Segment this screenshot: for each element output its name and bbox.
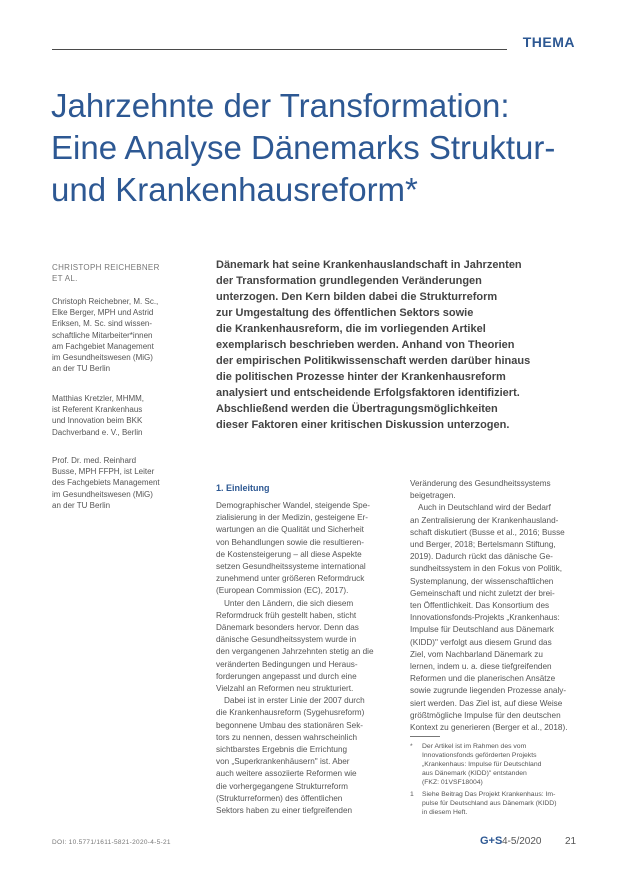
page-number: 21 xyxy=(565,836,577,847)
footnote: * Der Artikel ist im Rahmen des vom Innovationsfonds geförderten Projekts „Krankenhaus: Impulse für Deutschland aus Dänemark (KIDD)" entstanden (FKZ: 01VSF18004) xyxy=(410,743,542,786)
article-title xyxy=(51,85,581,211)
section-label: THEMA xyxy=(522,34,575,50)
footnote-mark: 1 xyxy=(410,791,414,798)
title-line: und Krankenhausreform* xyxy=(51,171,418,208)
section-heading: 1. Einleitung xyxy=(216,483,270,493)
author-byline-line: CHRISTOPH REICHEBNER xyxy=(52,263,160,272)
title-line: Eine Analyse Dänemarks Struktur- xyxy=(51,129,556,166)
journal-logo: G+S xyxy=(480,835,503,847)
footnote: 1 Siehe Beitrag Das Projekt Krankenhaus: Im- pulse für Deutschland aus Dänemark (KIDD) in diesem Heft. xyxy=(410,791,557,816)
author-bio: Prof. Dr. med. Reinhard Busse, MPH FFPH, ist Leiter des Fachgebiets Management im Gesundheitswesen (MiG) an der TU Berlin xyxy=(52,456,160,510)
header-rule xyxy=(52,49,507,50)
doi: DOI: 10.5771/1611-5821-2020-4-5-21 xyxy=(52,839,171,846)
author-byline-line: ET AL. xyxy=(52,274,78,283)
author-bio: Matthias Kretzler, MHMM, ist Referent Krankenhaus und Innovation beim BKK Dachverband e. V., Berlin xyxy=(52,394,145,437)
title-line: Jahrzehnte der Transformation: xyxy=(51,87,510,124)
issue-number: 4-5/2020 xyxy=(502,836,542,847)
author-byline xyxy=(52,262,182,284)
author-bio: Christoph Reichebner, M. Sc., Elke Berger, MPH und Astrid Eriksen, M. Sc. sind wissen- schaftliche Mitarbeiter*innen am Fachgebiet Management im Gesundheitswesen (MiG) an der TU Berlin xyxy=(52,297,159,374)
abstract: Dänemark hat seine Krankenhauslandschaft in Jahrzenten der Transformation grundlegenden Veränderungen unterzogen. Den Kern bilden dabei die Strukturreform zur Umgestaltung des öffentlichen Sektors sowie die Krankenhausreform, die im vorliegenden Artikel exemplarisch beschrieben werden. Anhand von Theorien der empirischen Politikwissenschaft werden darüber hinaus die politischen Prozesse hinter der Krankenhausreform analysiert und entscheidende Erfolgsfaktoren identifiziert. Abschließend werden die Übertragungsmöglichkeiten dieser Faktoren einer kritischen Diskussion unterzogen. xyxy=(216,259,531,431)
footnote-mark: * xyxy=(410,743,413,750)
footnote-rule xyxy=(410,736,440,737)
body-column-right: Veränderung des Gesundheitssystems beigetragen. Auch in Deutschland wird der Bedarf an Zentralisierung der Krankenhausland- schaft diskutiert (Busse et al., 2016; Busse und Berger, 2018; Bertelsmann Stiftung, 2019). Dadurch rückt das dänische Ge- sundheitssystem in den Fokus von Politik, Systemplanung, der wissenschaftlichen Gemeinschaft und nicht zuletzt der brei- ten Öffentlichkeit. Das Konsortium des Innovationsfonds-Projekts „Krankenhaus: Impulse für Deutschland aus Dänemark (KIDD)" verfolgt aus diesem Grund das Ziel, vom Nachbarland Dänemark zu lernen, indem u. a. diese tiefgreifenden Reformen und die planerischen Ansätze sowie zugrunde liegenden Prozesse analy- siert werden. Das Ziel ist, auf diese Weise größtmögliche Impulse für den deutschen Kontext zu generieren (Berger et al., 2018). xyxy=(410,479,568,733)
body-column-left: 1. Einleitung Demographischer Wandel, steigende Spe- zialisierung in der Medizin, gesteigene Er- wartungen an die Qualität und Sicherheit von Behandlungen sowie die resultieren- de Kostensteigerung – all diese Aspekte setzen Gesundheitssysteme international zunehmend unter größeren Reformdruck (European Commission (EC), 2017). Unter den Ländern, die sich diesem Reformdruck früh gestellt haben, sticht Dänemark besonders hervor. Denn das dänische Gesundheitssystem wurde in den vergangenen Jahrzehnten stetig an die veränderten Bedingungen und Heraus- forderungen angepasst und durch eine Vielzahl an Reformen neu strukturiert. Dabei ist in erster Linie der 2007 durch die Krankenhausreform (Sygehusreform) begonnene Umbau des stationären Sek- tors zu nennen, dessen wahrscheinlich sichtbarstes Ergebnis die Errichtung von „Superkrankenhäusern" ist. Aber auch weitere assoziierte Reformen wie die vorhergegangene Strukturreform (Strukturreformen) des öffentlichen Sektors haben zu einer tiefgreifenden xyxy=(216,483,374,816)
